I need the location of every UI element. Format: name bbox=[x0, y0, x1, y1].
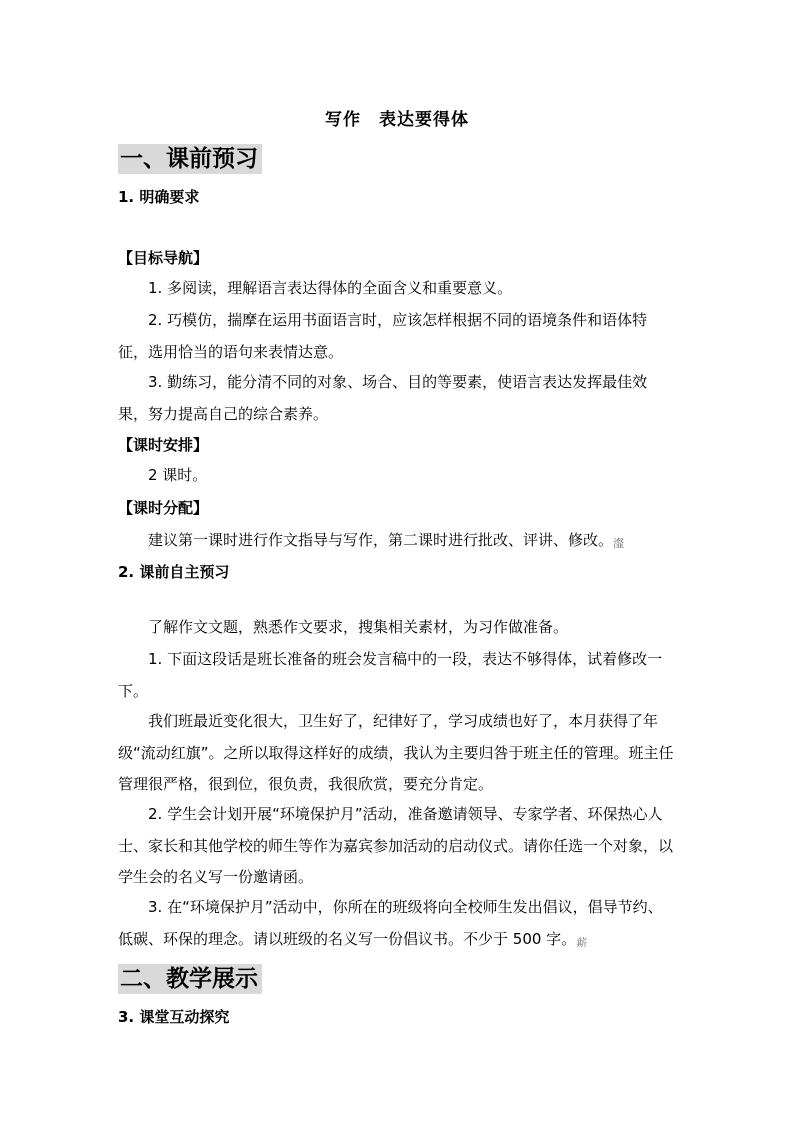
goal-item-2: 2. 巧模仿，揣摩在运用书面语言时，应该怎样根据不同的语境条件和语体特征，选用恰当的语句来表情达意。 bbox=[118, 311, 648, 361]
hours-text: 2 课时。 bbox=[148, 466, 208, 484]
prep-text: 了解作文文题，熟悉作文要求，搜集相关素材，为习作做准备。 bbox=[148, 618, 569, 636]
alloc-heading: 【课时分配】 bbox=[118, 499, 209, 517]
subheading-interactive: 3. 课堂互动探究 bbox=[118, 1008, 230, 1026]
title-right: 表达要得体 bbox=[379, 110, 469, 130]
hours-heading: 【课时安排】 bbox=[118, 436, 209, 454]
task-1: 1. 下面这段话是班长准备的班会发言稿中的一段，表达不够得体，试着修改一下。 bbox=[118, 650, 663, 700]
task-2: 2. 学生会计划开展“环境保护月”活动，准备邀请领导、专家学者、环保热心人士、家长和其他学校的师生等作为嘉宾参加活动的启动仪式。请你任选一个对象，以学生会的名义写一份邀请函。 bbox=[118, 805, 674, 886]
title-left: 写作 bbox=[325, 110, 361, 130]
section-heading-preview: 一、课前预习 bbox=[118, 144, 262, 174]
goal-item-1: 1. 多阅读，理解语言表达得体的全面含义和重要意义。 bbox=[148, 279, 513, 297]
subheading-requirements: 1. 明确要求 bbox=[118, 188, 200, 206]
task-3-mark: 䔮 bbox=[576, 935, 588, 949]
task-3: 3. 在“环境保护月”活动中，你所在的班级将向全校师生发出倡议，倡导节约、低碳、环保的理念。请以班级的名义写一份倡议书。不少于 500 字。䔮 bbox=[118, 898, 663, 949]
alloc-text: 建议第一课时进行作文指导与写作，第二课时进行批改、评讲、修改。瀣 bbox=[118, 529, 678, 551]
alloc-mark: 瀣 bbox=[613, 537, 625, 550]
task-1-quote: 我们班最近变化很大，卫生好了，纪律好了，学习成绩也好了，本月获得了年级“流动红旗”。之所以取得这样好的成绩，我认为主要归咎于班主任的管理。班主任管理很严格，很到位，很负责，我很欣赏，要充分肯定。 bbox=[118, 712, 674, 793]
goal-item-3: 3. 勤练习，能分清不同的对象、场合、目的等要素，使语言表达发挥最佳效果，努力提高自己的综合素养。 bbox=[118, 373, 648, 423]
section-heading-teaching: 二、教学展示 bbox=[118, 964, 262, 994]
page-title bbox=[0, 105, 794, 130]
subheading-self-preview: 2. 课前自主预习 bbox=[118, 563, 230, 581]
goal-heading: 【目标导航】 bbox=[118, 249, 209, 267]
